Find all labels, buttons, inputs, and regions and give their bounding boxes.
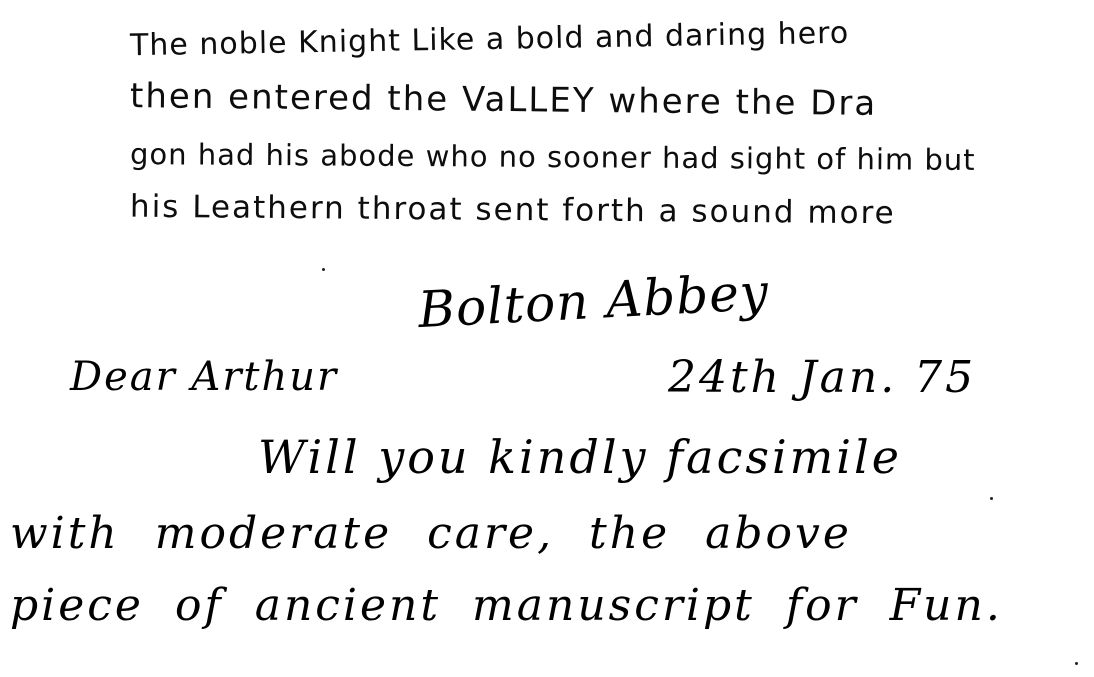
manuscript-line-1: The noble Knight Like a bold and daring hero [129, 15, 850, 64]
manuscript-line-2: then entered the VaLLEY where the Dra [129, 76, 878, 124]
ink-speck [990, 497, 993, 500]
letter-date: 24th Jan. 75 [668, 352, 977, 403]
letter-body-line-3: piece of ancient manuscript for Fun. [10, 580, 1003, 631]
letter-body-line-1: Will you kindly facsimile [258, 430, 902, 484]
manuscript-line-3: gon had his abode who no sooner had sight of him but [129, 137, 976, 177]
letter-salutation: Dear Arthur [70, 354, 339, 400]
manuscript-line-4: his Leathern throat sent forth a sound more [129, 188, 896, 232]
ink-speck [1075, 662, 1078, 665]
letter-place: Bolton Abbey [416, 262, 771, 340]
letter-body-line-2: with moderate care, the above [10, 508, 852, 559]
ink-speck [322, 268, 325, 271]
